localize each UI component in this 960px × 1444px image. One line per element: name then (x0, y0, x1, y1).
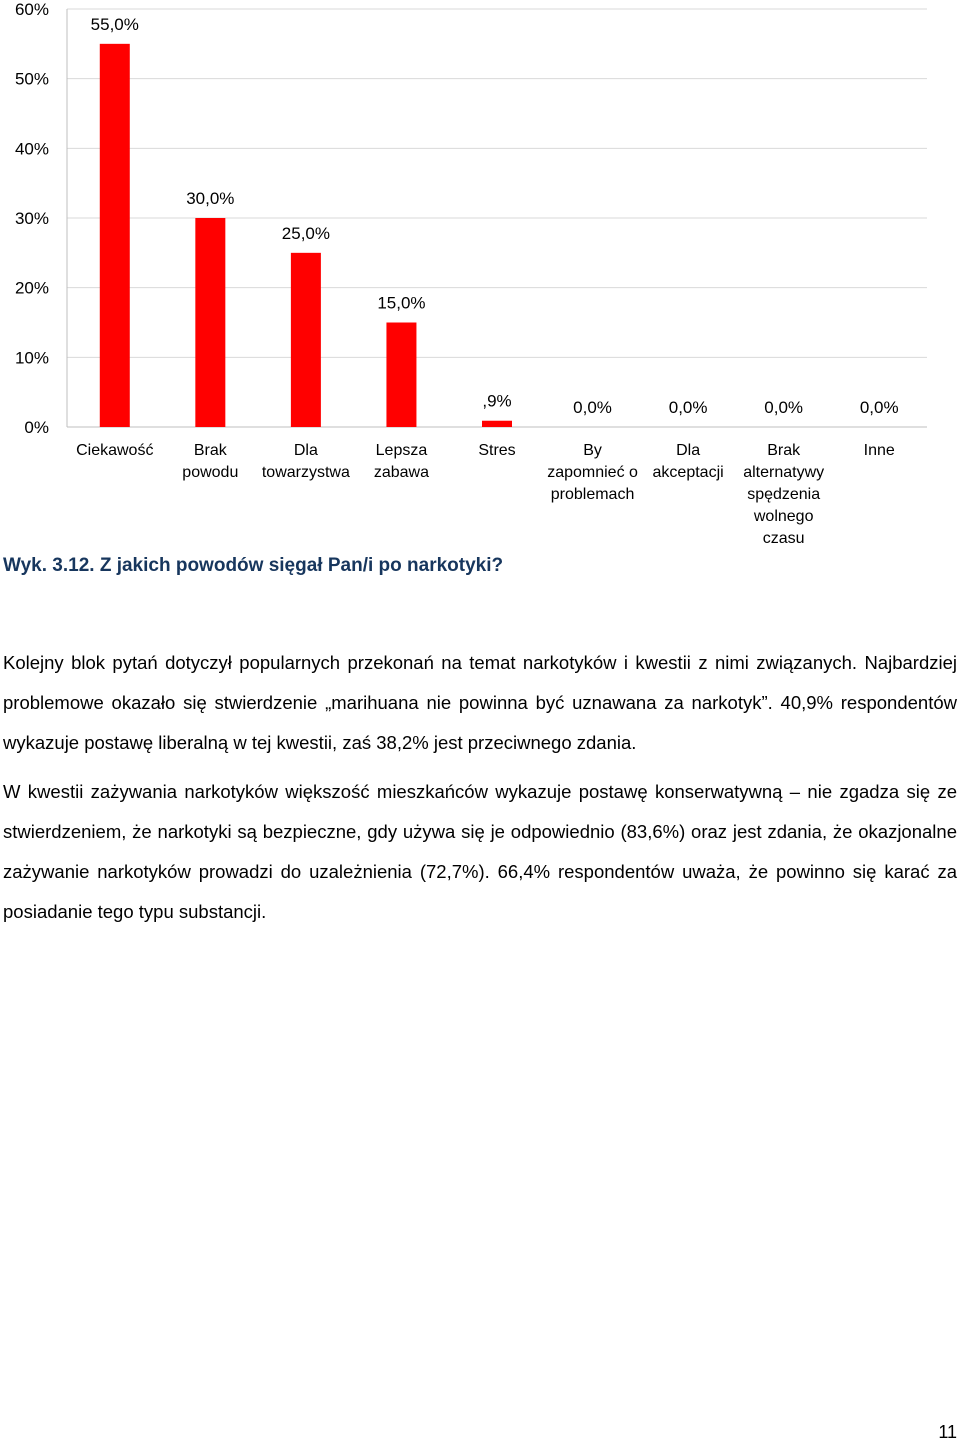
data-label: 0,0% (764, 398, 804, 417)
x-tick-label: Stres (478, 442, 516, 459)
x-tick-label: problemach (550, 486, 635, 503)
data-label: 0,0% (573, 398, 612, 417)
data-label: 55,0% (90, 14, 139, 34)
bar (195, 218, 225, 427)
x-tick-label: powodu (182, 464, 239, 481)
x-tick-labels (76, 442, 895, 547)
x-tick-label: By (583, 442, 602, 459)
x-tick-label: towarzystwa (261, 464, 350, 481)
x-tick-label: zabawa (373, 464, 430, 481)
bar-chart (0, 0, 960, 560)
x-tick-label: Brak (767, 442, 801, 459)
y-tick-label: 20% (14, 278, 49, 298)
x-tick-label: Inne (863, 442, 895, 459)
page-number: 11 (938, 1422, 957, 1442)
data-label: 0,0% (859, 398, 899, 417)
x-tick-label: alternatywy (743, 464, 825, 481)
x-tick-label: wolnego (753, 508, 814, 525)
data-label: 30,0% (186, 189, 235, 208)
paragraph: Kolejny blok pytań dotyczył popularnych przekonań na temat narkotyków i kwestii z nimi związanych. Najbardziej problemowe okazało się stwierdzenie „marihuana nie powinna być uznawana za narkotyk”. 40,9% respondentów wykazuje postawę liberalną w tej kwestii, zaś 38,2% jest przeciwnego zdania. (3, 652, 957, 753)
bar (482, 421, 512, 427)
x-tick-label: Brak (193, 442, 227, 459)
x-tick-label: czasu (762, 530, 805, 547)
paragraph: W kwestii zażywania narkotyków większość mieszkańców wykazuje postawę konserwatywną – nie zgadza się ze stwierdzeniem, że narkotyki są bezpieczne, gdy używa się je odpowiednio (83,6%) oraz jest zdania, że okazjonalne zażywanie narkotyków prowadzi do uzależnienia (72,7%). 66,4% respondentów uważa, że powinno się karać za posiadanie tego typu substancji. (3, 781, 957, 922)
x-tick-label: Dla (676, 442, 701, 459)
data-label: 15,0% (377, 293, 426, 313)
x-tick-label: Lepsza (375, 442, 428, 459)
y-tick-label: 50% (14, 69, 49, 89)
data-label: 0,0% (668, 398, 708, 417)
x-tick-label: Dla (293, 442, 318, 459)
y-tick-label: 10% (14, 348, 49, 368)
x-tick-label: Ciekawość (76, 442, 154, 459)
y-tick-label: 30% (14, 209, 49, 228)
y-tick-label: 40% (14, 139, 49, 159)
figure-caption: Wyk. 3.12. Z jakich powodów sięgał Pan/i po narkotyki? (3, 555, 504, 576)
y-tick-label: 0% (24, 418, 49, 437)
x-tick-label: akceptacji (652, 464, 724, 481)
bar (386, 323, 416, 428)
bar (100, 44, 130, 427)
x-tick-label: zapomnieć o (547, 464, 638, 481)
x-tick-label: spędzenia (747, 486, 821, 503)
data-label: 25,0% (281, 223, 330, 243)
y-tick-labels (15, 0, 49, 437)
bar (291, 253, 321, 427)
y-tick-label: 60% (14, 0, 49, 19)
data-label: ,9% (482, 391, 512, 411)
